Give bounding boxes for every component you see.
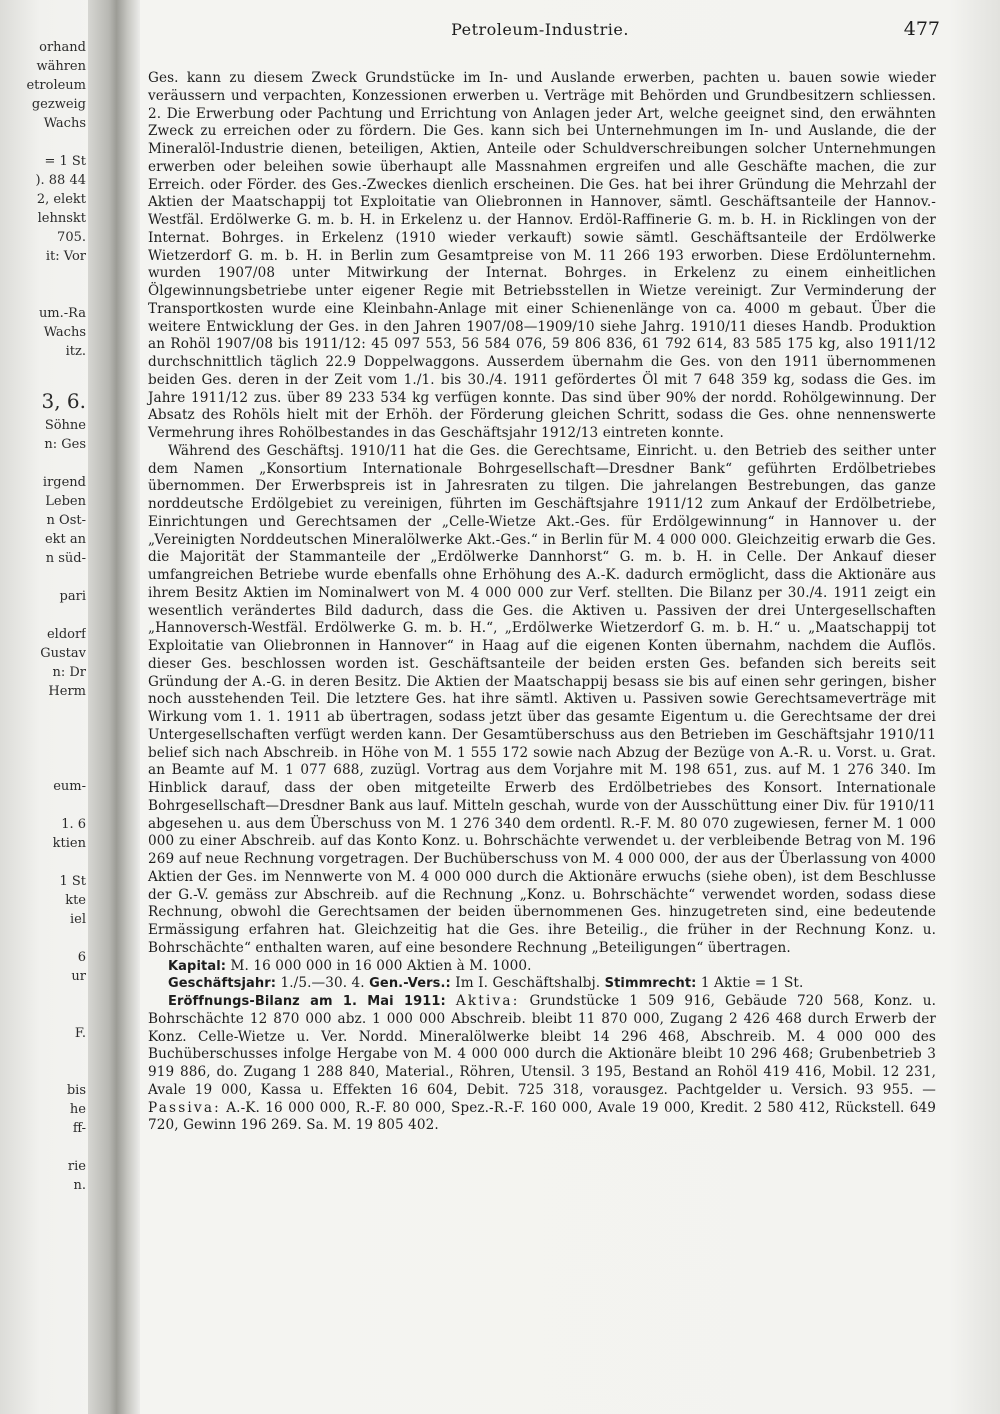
left-fragment-line: F. xyxy=(74,1026,86,1041)
left-fragment-line: Wachs xyxy=(43,325,86,340)
left-fragment-line: irgend xyxy=(42,475,86,490)
left-fragment-line xyxy=(0,1005,86,1024)
gen-vers-label: Gen.-Vers.: xyxy=(369,976,451,992)
left-fragment-line xyxy=(0,720,86,739)
left-fragment-line: bis xyxy=(66,1083,86,1098)
left-fragment-line: he xyxy=(69,1102,86,1117)
kapital-label: Kapital: xyxy=(168,958,227,974)
left-fragment-line: eldorf xyxy=(46,627,86,642)
left-fragment-line: währen xyxy=(36,59,86,74)
left-fragment-line xyxy=(0,1043,86,1062)
left-fragment-line xyxy=(0,285,86,304)
company-facts xyxy=(148,958,936,1136)
geschaeftsjahr-line xyxy=(148,975,936,993)
left-fragment-line: n Ost- xyxy=(46,513,86,528)
gen-vers-text: Im I. Geschäftshalbj. xyxy=(455,975,601,992)
left-fragment-line: Herm xyxy=(48,684,86,699)
left-fragment-line: um.-Ra xyxy=(38,306,86,321)
left-fragment-line: 2, elekt xyxy=(36,192,86,207)
running-head: Petroleum-Industrie. xyxy=(451,20,629,39)
aktiva-text: Grundstücke 1 509 916, Gebäude 720 568, Konz. u. Bohrschächte 12 870 000 abz. 1 000 000 Abschreib. bleibt 11 870 000, Zugang 2 426 468 durch Erwerb der Konz. Celle-Wietze u. Ver. Nordd. Mineralölwerke bleibt 14 296 468, Abschreib. M. 4 000 000 des Buchüberschusses infolge Hergabe von M. 4 000 000 durch die Aktionäre bleibt 10 296 468; Grubenbetrieb 3 919 886, do. Zugang 1 288 840, Material., Röhren, Utensil. 3 195, Bestand an Rohöl 419 416, Mobil. 12 231, Avale 19 000, Kassa u. Effekten 16 604, Debit. 725 318, vorausgez. Pachtgelder u. Versich. 93 955. — xyxy=(148,993,937,1098)
left-fragment-line xyxy=(0,929,86,948)
passiva-text: A.-K. 16 000 000, R.-F. 80 000, Spez.-R.-F. 160 000, Avale 19 000, Kredit. 2 580 412, Rückstell. 649 720, Gewinn 196 269. Sa. M. 19 805 402. xyxy=(148,1099,937,1134)
left-fragment-line xyxy=(0,739,86,758)
left-fragment-line xyxy=(0,796,86,815)
left-fragment-line: ff- xyxy=(72,1121,86,1136)
kapital-text: M. 16 000 000 in 16 000 Aktien à M. 1000. xyxy=(230,957,532,974)
left-fragment-line xyxy=(0,568,86,587)
left-fragment-line: n. xyxy=(73,1178,86,1193)
left-fragment-line: it: Vor xyxy=(45,249,86,264)
left-fragment-line: 6 xyxy=(77,950,86,965)
geschaeftsjahr-text: 1./5.—30. 4. xyxy=(280,975,365,992)
left-fragment-line xyxy=(0,853,86,872)
left-fragment-line xyxy=(0,701,86,720)
aktiva-label: Aktiva: xyxy=(455,993,520,1009)
left-fragment-line: 3, 6. xyxy=(41,389,86,413)
left-fragment-line: Gustav xyxy=(40,646,86,661)
left-fragment-line xyxy=(0,133,86,152)
left-fragment-line: Söhne xyxy=(44,418,86,433)
page-number: 477 xyxy=(903,18,940,40)
passiva-label: Passiva: xyxy=(148,1099,221,1116)
left-fragment-line: n: Dr xyxy=(52,665,86,680)
left-fragment-line: kte xyxy=(65,893,86,908)
left-page-fragment xyxy=(0,38,86,1195)
bilanz-block xyxy=(148,993,936,1135)
left-fragment-line xyxy=(0,986,86,1005)
left-fragment-line: etroleum xyxy=(26,78,86,93)
paragraph-history: Während des Geschäftsj. 1910/11 hat die Ges. die Gerechtsame, Einricht. u. den Betrieb des seither unter dem Namen „Konsortium Internationale Bohrgesellschaft—Dresdner Bank“ geführten Erdölbetriebes übernommen. Der Erwerbspreis ist in Jahresraten zu tilgen. Die jahrelangen Bestrebungen, das ganze norddeutsche Erdölgebiet zu vereinigen, führten im Geschäftsjahre 1911/12 zum Ankauf der Erdölbetriebe, Einrichtungen und Gerechtsamen der „Celle-Wietze Akt.-Ges. für Erdölgewinnung“ in Hannover u. der „Vereinigten Norddeutschen Mineralölwerke Akt.-Ges.“ in Berlin für M. 4 000 000. Gleichzeitig erwarb die Ges. die Majorität der Stammanteile der „Erdölwerke Dannhorst“ G. m. b. H. in Celle. Der Ankauf dieser umfangreichen Betriebe wurde ebenfalls ohne Erhöhung des A.-K. dadurch ermöglicht, dass die Aktionäre aus ihrem Besitz Aktien im Nominalwert von M. 4 000 000 zur Verf. stellten. Die Bilanz per 30./4. 1911 zeigt ein wesentlich verändertes Bild dadurch, dass die Ges. die Aktiven u. Passiven der drei Untergesellschaften „Hannoversch-Westfäl. Erdölwerke G. m. b. H.“, „Erdölwerke Wietzerdorf G. m. b. H.“ u. „Maatschappij tot Exploitatie van Oliebronnen in Hannover“ in Haag auf die eigenen Konten übernahm, nachdem die Auflös. dieser Ges. beschlossen worden ist. Geschäftsanteile der beiden ersten Ges. befanden sich bereits seit Gründung der A.-G. in deren Besitz. Die Aktien der Maatschappij besass sie bis auf einen sehr geringen, bisher noch ausstehenden Teil. Die letztere Ges. hat ihre sämtl. Aktiven u. Passiven sowie Gerechtsameverträge mit Wirkung vom 1. 1. 1911 ab übertragen, sodass jetzt über das gesamte Eigentum u. die Gerechtsame der drei Untergesellschaften verfügt werden kann. Der Gesamtüberschuss aus den Betrieben im Geschäftsjahr 1910/11 belief sich nach Abschreib. in Höhe von M. 1 555 172 sowie nach Abzug der Bezüge von A.-R. u. Vorst. u. Grat. an Beamte auf M. 1 077 688, zuzügl. Vortrag aus dem Vorjahre mit M. 198 651, zus. auf M. 1 276 340. Im Hinblick darauf, dass der oben mitgeteilte Erwerb des Erdölbetriebes des Konsort. Internationale Bohrgesellschaft—Dresdner Bank aus lauf. Mitteln geschah, wurde von der Ausschüttung einer Div. für 1910/11 abgesehen u. aus dem Überschuss von M. 1 276 340 dem ordentl. R.-F. M. 80 070 zugewiesen, ferner M. 1 000 000 zu einer Abschreib. auf das Konto Konz. u. Bohrschächte verwendet u. der verbleibende Betrag von M. 196 269 auf neue Rechnung vorgetragen. Der Buchüberschuss von M. 4 000 000, der aus der Überlassung von 4000 Aktien der Ges. im Nennwerte von M. 4 000 000 durch die Aktionäre erwuchs (siehe oben), ist dem Beschlusse der G.-V. gemäss zur Abschreib. auf die Rechnung „Konz. u. Bohrschächte“ verwendet worden, sodass diese Rechnung, obwohl die Gerechtsamen der beiden übernommenen Ges. hinzugetreten sind, eine bedeutende Ermässigung erfahren hat. Gleichzeitig hat die Ges. ihre Beteilig., die früher in der Rechnung Konz. u. Bohrschächte“ enthalten waren, auf eine besondere Rechnung „Beteiligungen“ übertragen. xyxy=(148,442,936,956)
stimmrecht-label: Stimmrecht: xyxy=(604,976,697,992)
stimmrecht-text: 1 Aktie = 1 St. xyxy=(700,975,804,992)
left-fragment-line: 705. xyxy=(57,230,86,245)
page-header xyxy=(140,20,940,46)
left-fragment-line: Leben xyxy=(45,494,86,509)
main-column xyxy=(148,70,936,1135)
left-fragment-line xyxy=(0,606,86,625)
left-fragment-line: ur xyxy=(71,969,86,984)
binding-gutter xyxy=(88,0,140,1414)
left-fragment-line: itz. xyxy=(65,344,86,359)
left-fragment-line: ktien xyxy=(52,836,86,851)
left-fragment-line xyxy=(0,1062,86,1081)
left-fragment-line: iel xyxy=(69,912,86,927)
left-fragment-line: n: Ges xyxy=(44,437,86,452)
kapital-line xyxy=(148,958,936,976)
bilanz-label: Eröffnungs-Bilanz am 1. Mai 1911: xyxy=(168,994,446,1009)
left-fragment-line: ekt an xyxy=(44,532,86,547)
left-fragment-line xyxy=(0,454,86,473)
geschaeftsjahr-label: Geschäftsjahr: xyxy=(168,976,277,992)
left-fragment-line xyxy=(0,266,86,285)
left-fragment-line: 1. 6 xyxy=(61,817,86,832)
left-fragment-line: = 1 St xyxy=(44,154,86,169)
left-fragment-line xyxy=(0,361,86,380)
left-fragment-line: eum- xyxy=(53,779,86,794)
left-fragment-line: Wachs xyxy=(43,116,86,131)
left-fragment-line: 1 St xyxy=(59,874,86,889)
left-fragment-line: lehnskt xyxy=(37,211,86,226)
left-fragment-line xyxy=(0,758,86,777)
left-fragment-line: pari xyxy=(59,589,86,604)
left-fragment-line: orhand xyxy=(39,40,86,55)
left-fragment-line xyxy=(0,1138,86,1157)
left-fragment-line: rie xyxy=(67,1159,86,1174)
left-fragment-line: ). 88 44 xyxy=(35,173,86,188)
left-fragment-line: gezweig xyxy=(31,97,86,112)
left-fragment-line: n süd- xyxy=(45,551,86,566)
paragraph-purpose: Ges. kann zu diesem Zweck Grundstücke im In- und Auslande erwerben, pachten u. bauen sowie wieder veräussern und verpachten, Konzessionen erwerben u. Verträge mit Behörden und Grundbesitzern schliessen. 2. Die Erwerbung oder Pachtung und Errichtung von Anlagen jeder Art, welche geeignet sind, den erwähnten Zweck zu erreichen oder zu fördern. Die Ges. kann sich bei Unternehmungen im In- und Auslande, die der Mineralöl-Industrie dienen, beteiligen, Aktien, Anteile oder Schuldverschreibungen solcher Unternehmungen erwerben oder beleihen sowie überhaupt alle Massnahmen ergreifen und alle Geschäfte machen, die zur Erreich. oder Förder. des Ges.-Zweckes dienlich erscheinen. Die Ges. hat bei ihrer Gründung die Mehrzahl der Aktien der Maatschappij tot Exploitatie van Oliebronnen in Hannover, sämtl. Geschäftsanteile der Hannov.-Westfäl. Erdölwerke G. m. b. H. in Erkelenz u. der Hannov. Erdöl-Raffinerie G. m. b. H. in Ricklingen von der Internat. Bohrges. in Erkelenz (1910 wieder verkauft) sowie sämtl. Geschäftsanteile der Erdölwerke Wietzerdorf G. m. b. H. in Berlin zum Gesamtpreise von M. 11 266 193 erworben. Diese Erdölunternehm. wurden 1907/08 unter Mitwirkung der Internat. Bohrges. in Erkelenz zu einem einheitlichen Ölgewinnungsbetriebe unter eigener Regie mit Betriebsstellen in Wietze vereinigt. Zur Verminderung der Transportkosten wurde eine Kleinbahn-Anlage mit einer Schienenlänge von ca. 4000 m gebaut. Über die weitere Entwicklung der Ges. in den Jahren 1907/08—1909/10 siehe Jahrg. 1910/11 dieses Handb. Produktion an Rohöl 1907/08 bis 1911/12: 45 097 553, 56 584 076, 59 806 836, 61 792 614, 83 585 175 kg, also 1911/12 durchschnittlich täglich 22.9 Doppelwaggons. Ausserdem übernahm die Ges. von den 1911 übernommenen beiden Ges. deren in der Zeit vom 1./1. bis 30./4. 1911 gefördertes Öl mit 7 648 359 kg, sodass die Ges. im Jahre 1911/12 zus. über 89 233 534 kg verfügen konnte. Das sind über 90% der nordd. Rohölgewinnung. Der Absatz des Rohöls hielt mit der Erhöh. der Förderung gleichen Schritt, sodass die Ges. ohne nennenswerte Vermehrung ihres Rohölbestandes in das Geschäftsjahr 1912/13 eintreten konnte. xyxy=(148,70,936,441)
